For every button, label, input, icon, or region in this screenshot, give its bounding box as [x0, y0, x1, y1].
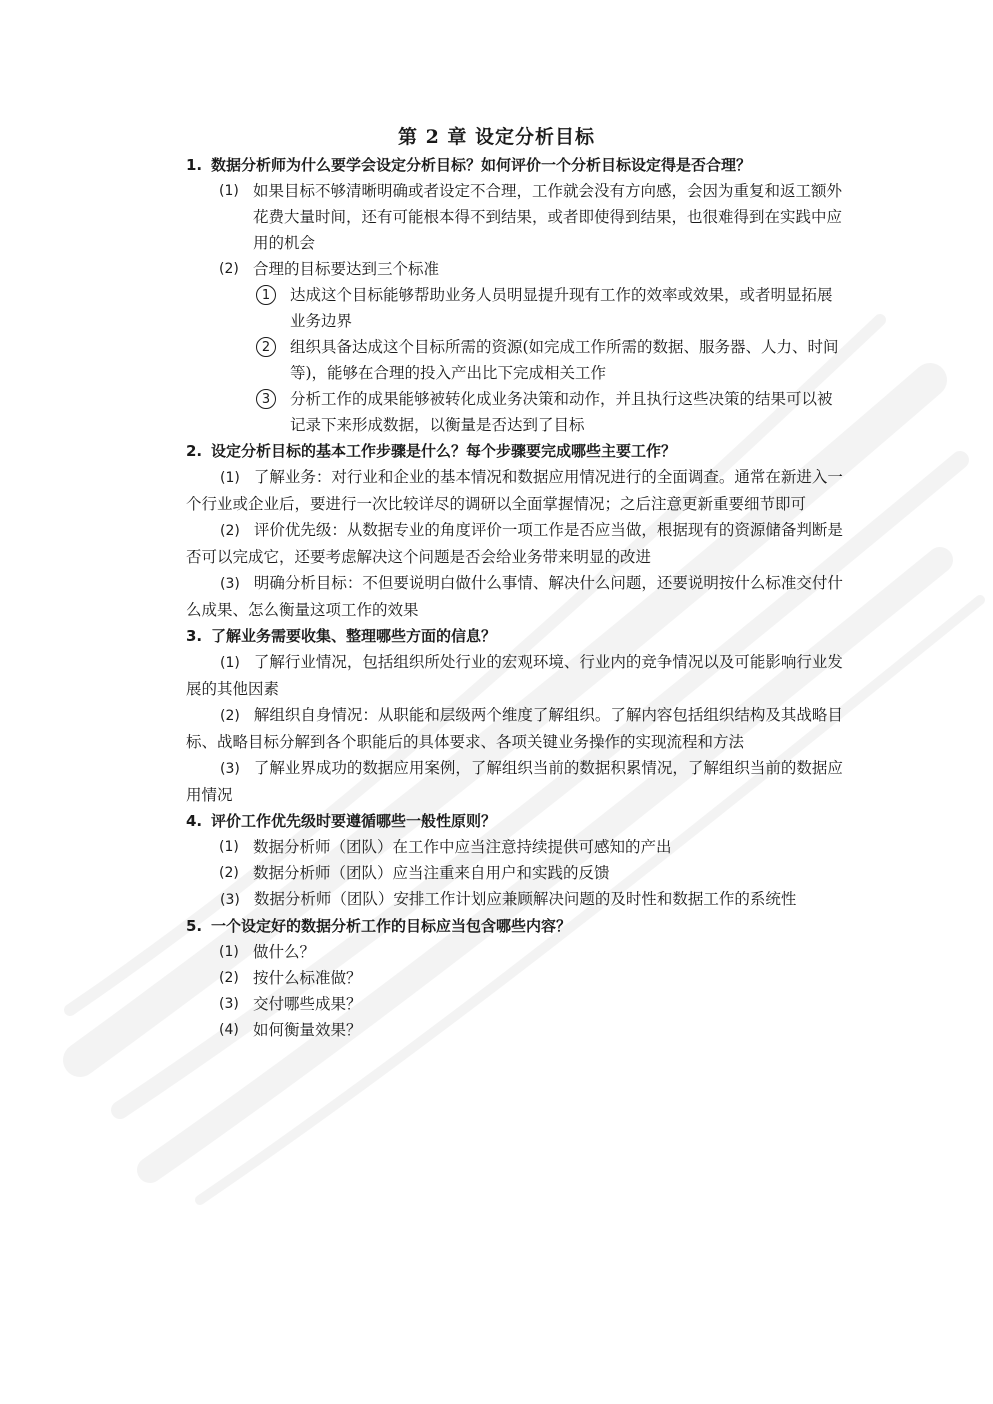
question-number: 4.: [186, 812, 203, 830]
question-text: 一个设定好的数据分析工作的目标应当包含哪些内容？: [211, 917, 572, 935]
question-text: 评价工作优先级时要遵循哪些一般性原则？: [211, 812, 497, 830]
item-number: (4): [219, 1022, 239, 1038]
sub-item: [186, 334, 846, 386]
item-text: 按什么标准做？: [253, 969, 362, 987]
question-1: [186, 152, 846, 178]
question-5: [186, 913, 846, 939]
paragraph-text: 数据分析师（团队）安排工作计划应兼顾解决问题的及时性和数据工作的系统性: [253, 890, 797, 908]
question-number: 1.: [186, 156, 203, 174]
answer-item: [186, 256, 846, 282]
item-text: 数据分析师（团队）在工作中应当注意持续提供可感知的产出: [253, 838, 672, 856]
item-number: (3): [220, 761, 240, 777]
item-number: (3): [220, 892, 240, 908]
item-text: 数据分析师（团队）应当注重来自用户和实践的反馈: [253, 864, 610, 882]
question-4: [186, 808, 846, 834]
answer-paragraph: [186, 755, 846, 808]
sub-item-text: 分析工作的成果能够被转化成业务决策和动作，并且执行这些决策的结果可以被记录下来形成数据，以衡量是否达到了目标: [290, 390, 833, 434]
item-number: (1): [220, 655, 240, 671]
chapter-title: 第 2 章 设定分析目标: [397, 126, 596, 148]
sub-item-text: 组织具备达成这个目标所需的资源(如完成工作所需的数据、服务器、人力、时间等)，能够在合理的投入产出比下完成相关工作: [290, 338, 839, 382]
answer-item: [186, 965, 846, 991]
chapter-content: [186, 152, 846, 1043]
answer-paragraph: [186, 517, 846, 570]
paragraph-text: 评价优先级：从数据专业的角度评价一项工作是否应当做，根据现有的资源储备判断是否可以完成它，还要考虑解决这个问题是否会给业务带来明显的改进: [186, 521, 843, 566]
item-number: (2): [220, 708, 240, 724]
item-number: (1): [219, 183, 239, 199]
paragraph-text: 了解业界成功的数据应用案例，了解组织当前的数据积累情况，了解组织当前的数据应用情况: [186, 759, 843, 804]
paragraph-text: 解组织自身情况：从职能和层级两个维度了解组织。了解内容包括组织结构及其战略目标、战略目标分解到各个职能后的具体要求、各项关键业务操作的实现流程和方法: [186, 706, 843, 751]
answer-paragraph: [186, 649, 846, 702]
question-text: 设定分析目标的基本工作步骤是什么？每个步骤要完成哪些主要工作？: [211, 442, 677, 460]
answer-item: [186, 991, 846, 1017]
item-number: (2): [220, 523, 240, 539]
answer-item: [186, 1017, 846, 1043]
paragraph-text: 了解行业情况，包括组织所处行业的宏观环境、行业内的竞争情况以及可能影响行业发展的其他因素: [186, 653, 843, 698]
sub-item: [186, 282, 846, 334]
circled-number: 3: [256, 389, 276, 409]
question-number: 2.: [186, 442, 203, 460]
answer-item: [186, 939, 846, 965]
item-number: (1): [219, 944, 239, 960]
answer-item: [186, 860, 846, 886]
question-2: [186, 438, 846, 464]
answer-item: [186, 178, 846, 256]
answer-paragraph: [186, 702, 846, 755]
circled-number: 1: [256, 285, 276, 305]
sub-item-text: 达成这个目标能够帮助业务人员明显提升现有工作的效率或效果，或者明显拓展业务边界: [290, 286, 833, 330]
item-number: (3): [219, 996, 239, 1012]
answer-paragraph: [186, 570, 846, 623]
answer-paragraph: [186, 886, 846, 913]
item-text: 交付哪些成果？: [253, 995, 362, 1013]
circled-number: 2: [256, 337, 276, 357]
item-text: 做什么？: [253, 943, 316, 961]
paragraph-text: 了解业务：对行业和企业的基本情况和数据应用情况进行的全面调查。通常在新进入一个行业或企业后，要进行一次比较详尽的调研以全面掌握情况；之后注意更新重要细节即可: [186, 468, 843, 513]
item-text: 合理的目标要达到三个标准: [253, 260, 440, 278]
item-number: (1): [220, 470, 240, 486]
sub-item: [186, 386, 846, 438]
question-number: 5.: [186, 917, 203, 935]
item-number: (2): [219, 261, 239, 277]
item-number: (2): [219, 865, 239, 881]
answer-item: [186, 834, 846, 860]
answer-paragraph: [186, 464, 846, 517]
question-text: 数据分析师为什么要学会设定分析目标？如何评价一个分析目标设定得是否合理？: [211, 156, 752, 174]
item-number: (2): [219, 970, 239, 986]
question-3: [186, 623, 846, 649]
item-text: 如果目标不够清晰明确或者设定不合理，工作就会没有方向感，会因为重复和返工额外花费大量时间，还有可能根本得不到结果，或者即使得到结果，也很难得到在实践中应用的机会: [253, 182, 843, 252]
item-number: (3): [220, 576, 240, 592]
item-number: (1): [219, 839, 239, 855]
question-number: 3.: [186, 627, 203, 645]
item-text: 如何衡量效果？: [253, 1021, 362, 1039]
paragraph-text: 明确分析目标：不但要说明白做什么事情、解决什么问题，还要说明按什么标准交付什么成果、怎么衡量这项工作的效果: [186, 574, 843, 619]
question-text: 了解业务需要收集、整理哪些方面的信息？: [211, 627, 497, 645]
